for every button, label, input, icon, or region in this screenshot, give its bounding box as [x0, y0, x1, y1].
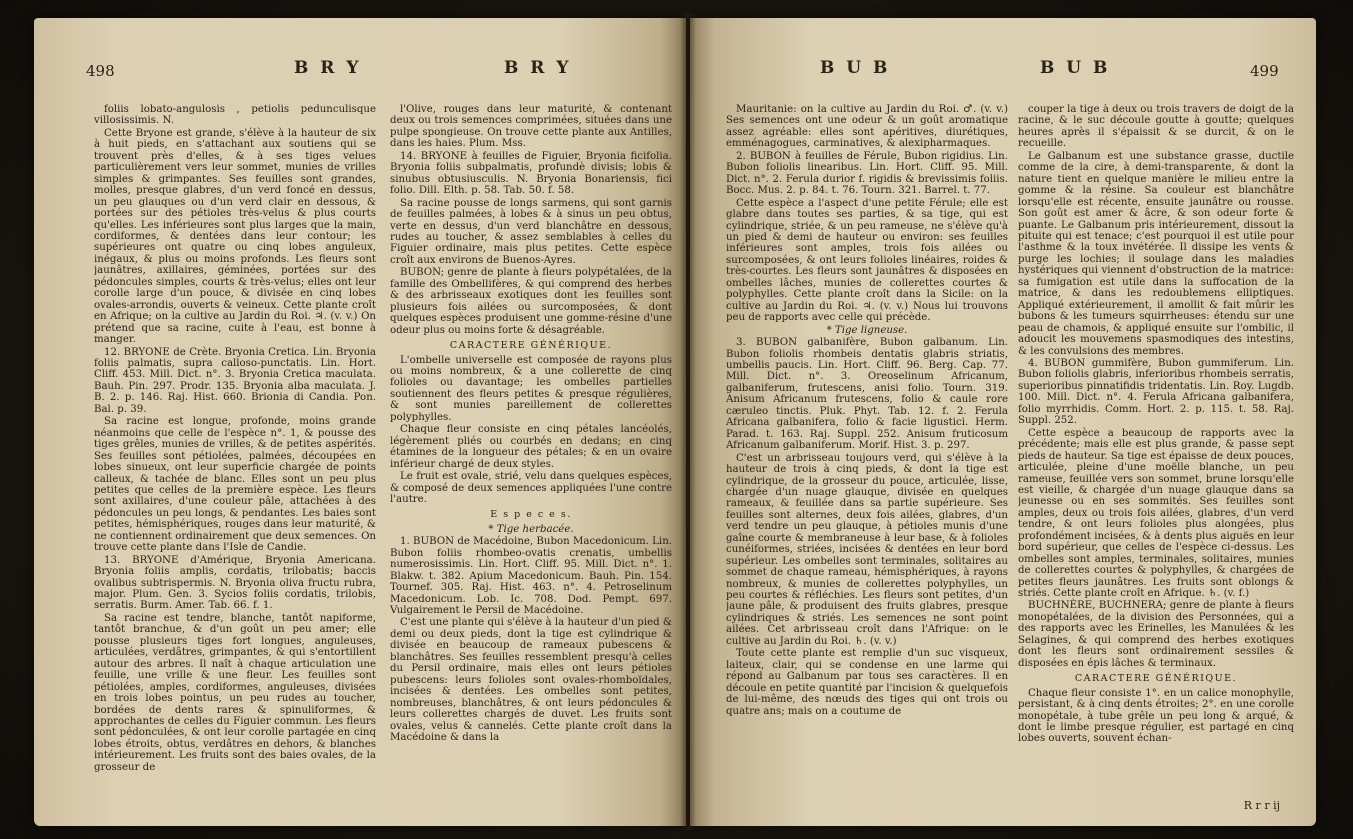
- running-header-right-2: B U B: [1040, 58, 1111, 78]
- paragraph: l'Olive, rouges dans leur maturité, & contenant deux ou trois semences comprimées, situées dans une pulpe spongieuse. On trouve cette plante aux Antilles, dans les haies. Plum. Mss.: [390, 104, 672, 150]
- signature-mark: R r r ij: [1243, 799, 1280, 812]
- paragraph: Mauritanie: on la cultive au Jardin du Roi. ♂. (v. v.) Ses semences ont une odeur & un goût aromatique assez agréable: elles sont apéritives, diurétiques, emménagogues, carminatives, & alexipharmaques.: [726, 104, 1008, 150]
- paragraph: Sa racine est tendre, blanche, tantôt napiforme, tantôt branchue, & d'un goût un peu amer; elle pousse plusieurs tiges fort longues, anguleuses, articulées, verdâtres, grimpantes, & qui s'entortillent autour des arbres. Il naît à chaque articulation une feuille, une vrille & une fleur. Les feuilles sont pétiolées, amples, cordiformes, anguleuses, divisées en trois lobes pointus, un peu rudes au toucher, bordées de dents rares & spinuliformes, & approchantes de celles du Figuier commun. Les fleurs sont pédonculées, & ont leur corolle partagée en cinq lobes étroits, obtus, verdâtres en dehors, & blanches intérieurement. Les fruits sont des baies ovales, de la grosseur de: [94, 612, 376, 773]
- paragraph: 2. BUBON à feuilles de Férule, Bubon rigidius. Lin. Bubon foliolis linearibus. Lin. Hort. Cliff. 95. Mill. Dict. n°. 2. Ferula durior f. rigidis & brevissimis foliis. Bocc. Mus. 2. p. 84. t. 76. Tourn. 321. Barrel. t. 77.: [726, 150, 1008, 197]
- paragraph: C'est une plante qui s'élève à la hauteur d'un pied & demi ou deux pieds, dont la tige est cylindrique & divisée en beaucoup de rameaux pubescens & blanchâtres. Ses feuilles ressemblent presqu'à celles du Persil ordinaire, mais elles ont leurs pétioles pubescens: leurs folioles sont ovales-rhomboïdales, incisées & dentées. Les ombelles sont petites, nombreuses, blanchâtres, & ont leurs pédoncules & leurs collerettes chargés de duvet. Les fruits sont ovales, velus & cannelés. Cette plante croît dans la Macédoine & dans la: [390, 617, 672, 744]
- right-column-2: [1018, 104, 1294, 824]
- paragraph: 1. BUBON de Macédoine, Bubon Macedonicum. Lin. Bubon foliis rhombeo-ovatis crenatis, umbellis numerosissimis. Lin. Hort. Cliff. 95. Mill. Dict. n°. 1. Blakw. t. 382. Apium Macedonicum. Bauh. Pin. 154. Tournef. 305. Raj. Hist. 463. n°. 4. Petroselinum Macedonicum. Lob. Ic. 708. Dod. Pempt. 697. Vulgairement le Persil de Macédoine.: [390, 536, 672, 617]
- paragraph: Sa racine est longue, profonde, moins grande néanmoins que celle de l'espèce n°. 1, & pousse des tiges grêles, munies de vrilles, & de petites aspérités. Ses feuilles sont pétiolées, palmées, découpées en lobes sinueux, ont leur superficie chargée de points calleux, & tachée de blanc. Elles sont un peu plus petites que celles de la première espèce. Les fleurs sont axillaires, d'une couleur pâle, attachées à des pédoncules un peu longs, & pendantes. Les baies sont petites, hémisphériques, rouges dans leur maturité, & ne contiennent ordinairement que deux semences. On trouve cette plante dans l'Isle de Candie.: [94, 416, 376, 554]
- paragraph: 4. BUBON gummifère, Bubon gummiferum. Lin. Bubon foliolis glabris, inferioribus rhombeis serratis, superioribus pinnatifidis tridentatis. Lin. Roy. Lugdb. 100. Mill. Dict. n°. 4. Ferula Africana galbanifera, folio myrrhidis. Comm. Hort. 2. p. 115. t. 58. Raj. Suppl. 252.: [1018, 357, 1294, 427]
- paragraph: Le Galbanum est une substance grasse, ductile comme de la cire, à demi-transparente, & dont la nature tient en quelque manière le milieu entre la gomme & la résine. Sa couleur est blanchâtre lorsqu'elle est récente, ensuite jaunâtre ou rousse. Son goût est amer & âcre, & son odeur forte & puante. Le Galbanum pris intérieurement, dissout la pituite qui est tenace; c'est pourquoi il est utile pour l'asthme & la toux invétérée. Il dissipe les vents & purge les lochies; il soulage dans les maladies hystériques qui viennent d'obstruction de la matrice: sa fumigation est utile dans la suffocation de la matrice, & dans les redoublemens elliptiques. Appliqué extérieurement, il amollit & fait mûrir les bubons & les tumeurs squirrheuses: étendu sur une peau de chamois, & appliqué ensuite sur l'ombilic, il adoucit les mouvemens spasmodiques des intestins, & les convulsions des membres.: [1018, 150, 1294, 357]
- paragraph: BUCHNÈRE, BUCHNERA; genre de plante à fleurs monopétalées, de la division des Personnées, qui a des rapports avec les Erinelles, les Manulées & les Selagines, & qui comprend des herbes exotiques dont les fleurs sont ordinairement sessiles & disposées en épis lâches & terminaux.: [1018, 600, 1294, 669]
- right-column-1: [726, 104, 1008, 824]
- paragraph: Cette espèce a beaucoup de rapports avec la précédente; mais elle est plus grande, & passe sept pieds de hauteur. Sa tige est épaisse de deux pouces, articulée, pleine d'une moëlle blanche, un peu rameuse, feuillée vers son sommet, brune lorsqu'elle est vieille, & chargée d'un nuage glauque dans sa jeunesse ou en ses sommités. Ses feuilles sont amples, deux ou trois fois ailées, glabres, d'un verd tendre, & ont leurs folioles plus alongées, plus profondément incisées, & à dents plus aiguës en leur bord supérieur, que celles de l'espèce ci-dessus. Les ombelles sont amples, terminales, solitaires, munies de collerettes courtes & polyphylles, & chargées de petites fleurs jaunâtres. Les fruits sont oblongs & striés. Cette plante croît en Afrique. ♄. (v. f.): [1018, 427, 1294, 600]
- paragraph: foliis lobato-angulosis , petiolis pedunculisque villosissimis. N.: [94, 104, 376, 127]
- paragraph: Chaque fleur consiste 1°. en un calice monophylle, persistant, & à cinq dents étroites; 2°. en une corolle monopétale, à tube grêle un peu long & arqué, & dont le limbe presque régulier, est partagé en cinq lobes ouverts, souvent échan-: [1018, 687, 1294, 745]
- page-number-right: 499: [1250, 62, 1279, 80]
- paragraph: Cette espèce a l'aspect d'une petite Férule; elle est glabre dans toutes ses parties, & sa tige, qui est cylindrique, striée, & un peu rameuse, ne s'élève qu'à un pied & demi de hauteur ou environ: ses feuilles inférieures sont amples, trois fois ailées ou surcomposées, & ont leurs folioles linéaires, roides & très-courtes. Les fleurs sont jaunâtres & disposées en ombelles lâches, munies de collerettes courtes & polyphylles. Cette plante croît dans la Sicile: on la cultive au Jardin du Roi. ♃. (v. v.) Nous lui trouvons peu de rapports avec celle qui précède.: [726, 197, 1008, 324]
- paragraph: 3. BUBON galbanifère, Bubon galbanum. Lin. Bubon foliolis rhombeis dentatis glabris striatis, umbellis paucis. Lin. Hort. Cliff. 96. Berg. Cap. 77. Mill. Dict. n°. 3. Oreoselinum Africanum, galbaniferum, frutescens, anisi folio. Tourn. 319. Anisum Africanum frutescens, folio & caule rore cæruleo tinctis. Pluk. Phyt. Tab. 12. f. 2. Ferula Africana galbanifera, folio & facie ligustici. Herm. Parad. t. 163. Raj. Suppl. 252. Anisum fruticosum Africanum galbaniferum. Morif. Hist. 3. p. 297.: [726, 337, 1008, 452]
- right-page: [690, 18, 1316, 826]
- paragraph: 13. BRYONE d'Amérique, Bryonia Americana. Bryonia foliis amplis, cordatis, trilobatis; baccis ovalibus subtrispermis. N. Bryonia oliva fructu rubra, major. Plum. Gen. 3. Sycios foliis cordatis, trilobis, serratis. Burm. Amer. Tab. 66. f. 1.: [94, 554, 376, 612]
- left-page: [34, 18, 686, 826]
- running-header-left-2: B R Y: [504, 58, 572, 78]
- paragraph: Le fruit est ovale, strié, velu dans quelques espèces, & composé de deux semences appliquées l'une contre l'autre.: [390, 471, 672, 505]
- book-gutter: [680, 14, 696, 830]
- paragraph: BUBON; genre de plante à fleurs polypétalées, de la famille des Ombellifères, & qui comprend des herbes & des arbrisseaux exotiques dont les feuilles sont plusieurs fois ailées ou surcomposées, & dont quelques espèces produisent une gomme-résine d'une odeur plus ou moins forte & désagréable.: [390, 267, 672, 336]
- page-number-left: 498: [86, 62, 115, 80]
- paragraph: Cette Bryone est grande, s'élève à la hauteur de six à huit pieds, en s'attachant aux soutiens qui se trouvent près d'elles, & à ses tiges velues particulièrement vers leur sommet, munies de vrilles simples & grimpantes. Ses feuilles sont grandes, molles, presque glabres, d'un verd foncé en dessus, un peu glauques ou d'un verd clair en dessous, & portées sur des pétioles très-velus & plus courts qu'elles. Les inférieures sont plus larges que la main, cordiformes, & dentées dans leur contour; les supérieures ont quatre ou cinq lobes anguleux, inégaux, & plus ou moins profonds. Les fleurs sont jaunâtres, axillaires, géminées, portées sur des pédoncules simples, courts & très-velus; elles ont leur corolle large d'un pouce, & divisée en cinq lobes ovales-arrondis, ouverts & veineux. Cette plante croît en Afrique; on la cultive au Jardin du Roi. ♃. (v. v.) On prétend que sa racine, cuite à l'eau, est bonne à manger.: [94, 127, 376, 346]
- subheading: * Tige herbacée.: [488, 523, 574, 535]
- paragraph: C'est un arbrisseau toujours verd, qui s'élève à la hauteur de trois à cinq pieds, & dont la tige est cylindrique, de la grosseur du pouce, articulée, lisse, chargée d'un nuage glauque, divisée en quelques rameaux, & feuillée dans sa partie supérieure. Ses feuilles sont alternes, deux fois ailées, glabres, d'un verd tendre un peu glauque, à pétioles munis d'une gaîne courte & membraneuse à leur base, & à folioles cunéiformes, striées, incisées & dentées en leur bord supérieur. Les ombelles sont terminales, solitaires au sommet de chaque rameau, hémisphériques, à rayons nombreux, & munies de collerettes polyphylles, un peu courtes & réfléchies. Les fleurs sont petites, d'un jaune pâle, & produisent des fruits glabres, presque cylindriques & striés. Les semences ne sont point ailées. Cet arbrisseau croît dans l'Afrique: on le cultive au Jardin du Roi. ♄. (v. v.): [726, 452, 1008, 647]
- section-heading: CARACTERE GÉNÉRIQUE.: [449, 340, 613, 352]
- paragraph: couper la tige à deux ou trois travers de doigt de la racine, & le suc découle goutte à goutte; quelques heures après il s'épaissit & se durcit, & on le recueille.: [1018, 104, 1294, 150]
- paragraph: Chaque fleur consiste en cinq pétales lancéolés, légèrement pliés ou courbés en dedans; en cinq étamines de la longueur des pétales; & en un ovaire inférieur chargé de deux styles.: [390, 424, 672, 470]
- running-header-left: B R Y: [294, 58, 362, 78]
- paragraph: 14. BRYONE à feuilles de Figuier, Bryonia ficifolia. Bryonia foliis subpalmatis, profundè divisis; lobis & sinubus obtusiusculis. N. Bryonia Bonariensis, fici folio. Dill. Elth. p. 58. Tab. 50. f. 58.: [390, 150, 672, 197]
- paragraph: Toute cette plante est remplie d'un suc visqueux, laiteux, clair, qui se condense en une larme qui répond au Galbanum par tous ses caractères. Il en découle en petite quantité par l'incision & quelquefois de lui-même, des nœuds des tiges qui ont trois ou quatre ans; mais on a coutume de: [726, 648, 1008, 717]
- section-heading: CARACTERE GÉNÉRIQUE.: [1074, 673, 1238, 685]
- subheading: * Tige ligneuse.: [826, 324, 908, 336]
- running-header-right: B U B: [820, 58, 891, 78]
- left-column-2: [390, 104, 672, 824]
- paragraph: Sa racine pousse de longs sarmens, qui sont garnis de feuilles palmées, à lobes & à sinus un peu obtus, verte en dessus, d'un verd blanchâtre en dessous, rudes au toucher, & assez semblables à celles du Figuier ordinaire, mais plus petites. Cette espèce croît aux environs de Buenos-Ayres.: [390, 197, 672, 266]
- paragraph: L'ombelle universelle est composée de rayons plus ou moins nombreux, & a une collerette de cinq folioles ou davantage; les ombelles partielles soutiennent des fleurs petites & presque régulières, & sont munies pareillement de collerettes polyphylles.: [390, 354, 672, 423]
- left-column-1: [94, 104, 376, 824]
- paragraph: 12. BRYONE de Crète. Bryonia Cretica. Lin. Bryonia foliis palmatis, supra calloso-punctatis. Lin. Hort. Cliff. 453. Mill. Dict. n°. 3. Bryonia Cretica maculata. Bauh. Pin. 297. Prodr. 135. Bryonia alba maculata. J. B. 2. p. 146. Raj. Hist. 660. Brionia di Candia. Pon. Bal. p. 39.: [94, 346, 376, 415]
- section-heading: E s p e c e s.: [490, 509, 572, 521]
